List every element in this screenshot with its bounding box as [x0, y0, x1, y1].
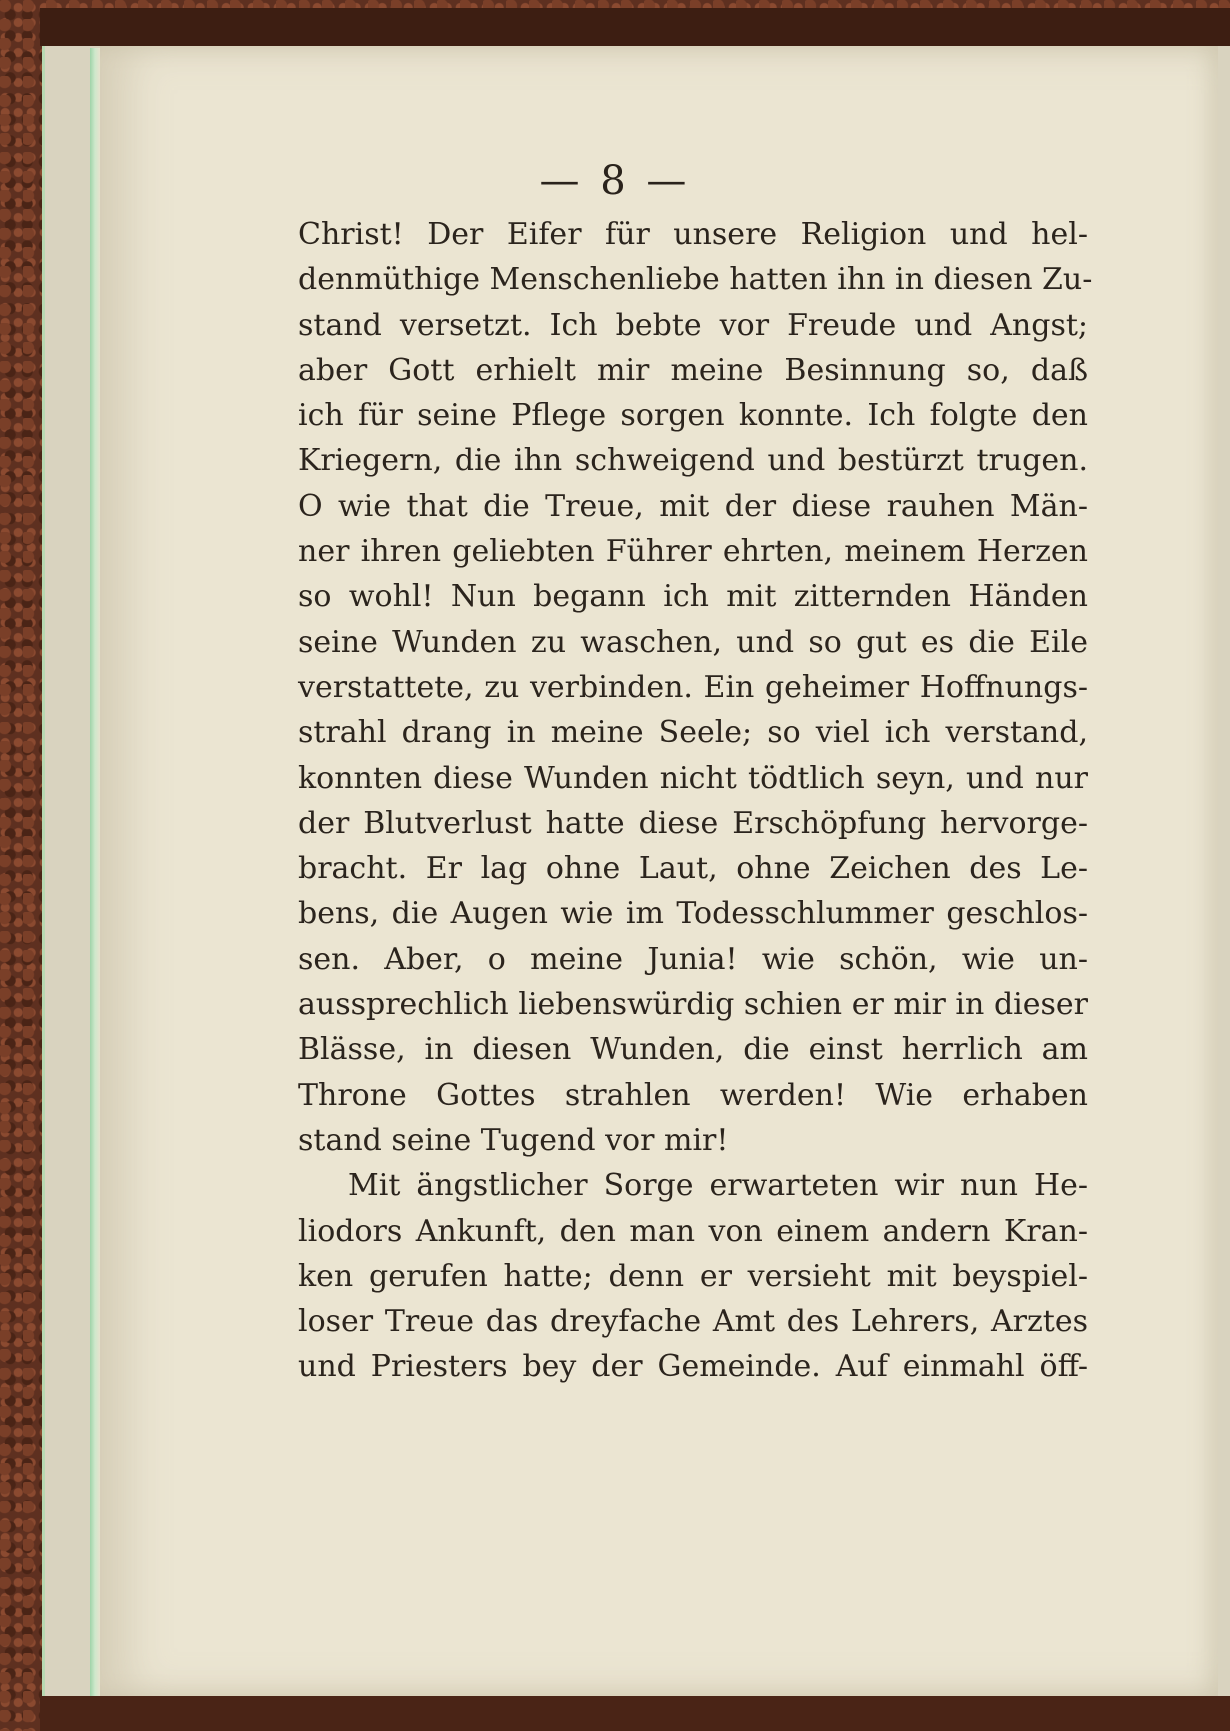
text-line: liodors Ankunft, den man von einem andern Kran-: [298, 1213, 1088, 1249]
text-line: denmüthige Menschenliebe hatten ihn in diesen Zu-: [298, 262, 1093, 298]
text-line: stand versetzt. Ich bebte vor Freude und Angst;: [298, 307, 1088, 343]
text-line: seine Wunden zu waschen, und so gut es die Eile: [298, 624, 1088, 660]
text-line: Blässe, in diesen Wunden, die einst herrlich am: [298, 1032, 1088, 1068]
text-line: Christ! Der Eifer für unsere Religion und hel-: [298, 217, 1088, 252]
text-line: O wie that die Treue, mit der diese rauhen Män-: [298, 488, 1088, 524]
body-text: [298, 212, 1093, 1390]
text-line: verstattete, zu verbinden. Ein geheimer Hoffnungs-: [298, 669, 1088, 705]
text-line: bens, die Augen wie im Todesschlummer geschlos-: [298, 896, 1088, 932]
text-line: aussprechlich liebenswürdig schien er mir in dieser: [298, 987, 1088, 1023]
text-line: ner ihren geliebten Führer ehrten, meinem Herzen: [298, 534, 1088, 570]
text-line: Mit ängstlicher Sorge erwarteten wir nun He-: [348, 1168, 1088, 1204]
text-line: loser Treue das dreyfache Amt des Lehrers, Arztes: [298, 1304, 1088, 1340]
cover-top-edge: [40, 8, 1230, 46]
page-edges: [90, 48, 100, 1696]
text-line: und Priesters bey der Gemeinde. Auf einmahl öff-: [298, 1349, 1088, 1385]
text-line: Kriegern, die ihn schweigend und bestürzt trugen.: [298, 443, 1088, 479]
text-line: stand seine Tugend vor mir!: [298, 1122, 729, 1158]
text-line: ken gerufen hatte; denn er versieht mit beyspiel-: [298, 1258, 1088, 1294]
cover-bottom-edge: [40, 1696, 1230, 1731]
text-line: bracht. Er lag ohne Laut, ohne Zeichen des Le-: [298, 851, 1088, 887]
text-line: der Blutverlust hatte diese Erschöpfung hervorge-: [298, 805, 1088, 841]
text-line: strahl drang in meine Seele; so viel ich verstand,: [298, 715, 1088, 751]
text-line: Throne Gottes strahlen werden! Wie erhaben: [298, 1077, 1088, 1113]
text-line: so wohl! Nun begann ich mit zitternden Händen: [298, 579, 1088, 615]
text-line: konnten diese Wunden nicht tödtlich seyn, und nur: [298, 760, 1088, 796]
text-line: aber Gott erhielt mir meine Besinnung so, daß: [298, 352, 1088, 388]
page-number: — 8 —: [539, 158, 691, 204]
text-line: ich für seine Pflege sorgen konnte. Ich folgte den: [298, 398, 1088, 434]
text-line: sen. Aber, o meine Junia! wie schön, wie un-: [298, 941, 1088, 977]
